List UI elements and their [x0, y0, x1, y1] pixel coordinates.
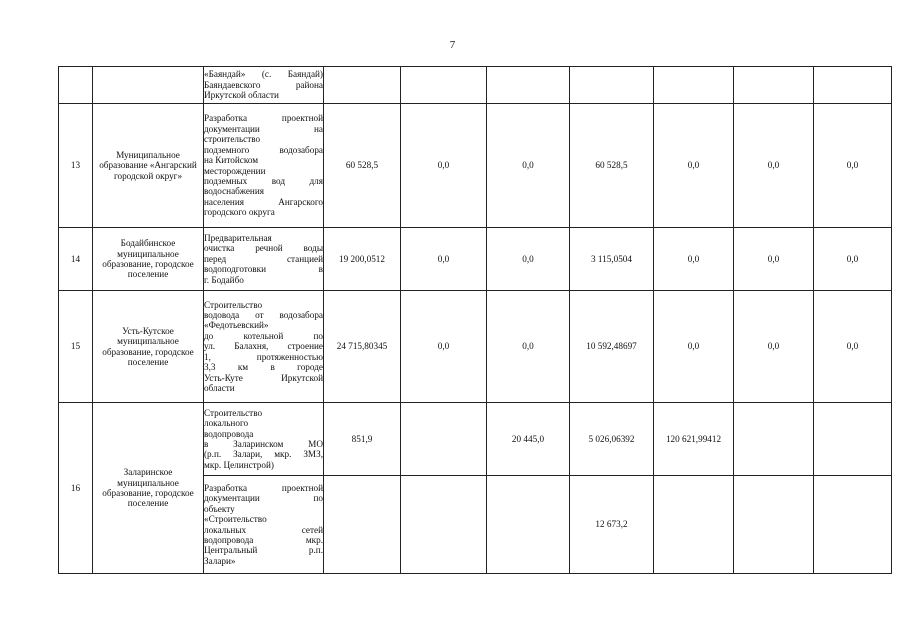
description-line: документации на	[204, 123, 323, 134]
value-cell	[570, 67, 654, 104]
organization-cell: Усть-Кутское муниципальное образование, городское поселение	[93, 291, 204, 403]
value-cell: 0,0	[814, 291, 892, 403]
table-row	[59, 403, 892, 476]
value-cell: 0,0	[487, 228, 570, 291]
budget-table	[58, 66, 892, 574]
description-line: Разработка проектной	[204, 113, 323, 124]
value-cell: 0,0	[401, 104, 487, 228]
value-cell: 0,0	[487, 104, 570, 228]
description-line: Строительство	[204, 407, 263, 418]
description-line: водоподготовки в	[204, 264, 323, 275]
description-line: мкр. Целинстрой)	[204, 459, 274, 470]
description-cell	[204, 476, 324, 574]
value-cell: 3 115,0504	[570, 228, 654, 291]
description-line: Баяндаевского района	[204, 79, 323, 90]
description-line: месторождении	[204, 165, 266, 176]
description-line: «Федотьевский»	[204, 320, 269, 331]
page-number: 7	[449, 39, 456, 51]
table-row	[59, 291, 892, 403]
description-line: локального	[204, 418, 249, 429]
row-number-cell: 14	[59, 228, 93, 291]
description-line: 1, протяженностью	[204, 351, 323, 362]
description-line: очистка речной воды	[204, 243, 323, 254]
value-cell	[401, 476, 487, 574]
value-cell: 24 715,80345	[324, 291, 401, 403]
value-cell	[734, 476, 814, 574]
description-line: подземного водозабора	[204, 144, 323, 155]
organization-cell: Заларинское муниципальное образование, городское поселение	[93, 403, 204, 574]
value-cell: 0,0	[654, 104, 734, 228]
description-line: Центральный р.п.	[204, 545, 323, 556]
value-cell: 0,0	[401, 228, 487, 291]
description-line: до котельной по	[204, 330, 323, 341]
value-cell: 0,0	[734, 291, 814, 403]
value-cell: 0,0	[814, 104, 892, 228]
description-line: строительство	[204, 134, 261, 145]
description-line: водопровода мкр.	[204, 534, 323, 545]
description-line: (р.п. Залари, мкр. ЗМЗ,	[204, 449, 323, 460]
value-cell: 120 621,99412	[654, 403, 734, 476]
value-cell	[814, 67, 892, 104]
organization-cell: Бодайбинское муниципальное образование, городское поселение	[93, 228, 204, 291]
row-number-cell: 13	[59, 104, 93, 228]
description-line: водовода от водозабора	[204, 310, 323, 321]
table-row	[59, 67, 892, 104]
row-number-cell: 16	[59, 403, 93, 574]
value-cell	[401, 403, 487, 476]
value-cell	[734, 403, 814, 476]
row-number-cell: 15	[59, 291, 93, 403]
value-cell	[654, 476, 734, 574]
value-cell	[814, 403, 892, 476]
description-line: области	[204, 382, 235, 393]
value-cell	[324, 67, 401, 104]
value-cell: 851,9	[324, 403, 401, 476]
description-line: «Баяндай» (с. Баяндай)	[204, 69, 323, 80]
description-line: Иркутской области	[204, 90, 279, 101]
description-cell	[204, 291, 324, 403]
organization-cell	[93, 67, 204, 104]
value-cell: 0,0	[654, 228, 734, 291]
table-row	[59, 228, 892, 291]
value-cell	[734, 67, 814, 104]
description-line: документации по	[204, 493, 323, 504]
value-cell	[487, 67, 570, 104]
table-row	[59, 104, 892, 228]
description-cell	[204, 104, 324, 228]
description-line: Усть-Куте Иркутской	[204, 372, 323, 383]
value-cell	[814, 476, 892, 574]
value-cell: 10 592,48697	[570, 291, 654, 403]
value-cell: 5 026,06392	[570, 403, 654, 476]
value-cell: 60 528,5	[324, 104, 401, 228]
value-cell	[401, 67, 487, 104]
description-cell	[204, 403, 324, 476]
organization-cell: Муниципальное образование «Ангарский городской округ»	[93, 104, 204, 228]
description-line: 3,3 км в городе	[204, 362, 323, 373]
value-cell: 20 445,0	[487, 403, 570, 476]
description-line: перед станцией	[204, 253, 323, 264]
description-cell	[204, 67, 324, 104]
value-cell: 0,0	[734, 104, 814, 228]
description-line: ул. Балахня, строение	[204, 341, 323, 352]
description-line: городского округа	[204, 207, 275, 218]
value-cell: 60 528,5	[570, 104, 654, 228]
description-line: Предварительная	[204, 232, 272, 243]
value-cell: 19 200,0512	[324, 228, 401, 291]
value-cell: 0,0	[401, 291, 487, 403]
description-line: на Китойском	[204, 155, 259, 166]
description-line: Залари»	[204, 555, 236, 566]
value-cell	[487, 476, 570, 574]
value-cell: 0,0	[654, 291, 734, 403]
description-line: «Строительство	[204, 514, 267, 525]
description-line: населения Ангарского	[204, 196, 323, 207]
description-line: объекту	[204, 503, 235, 514]
description-line: Строительство	[204, 299, 263, 310]
description-line: в Заларинском МО	[204, 439, 323, 449]
description-line: водопровода	[204, 428, 254, 439]
description-line: подземных вод для	[204, 175, 323, 186]
value-cell: 0,0	[487, 291, 570, 403]
description-line: г. Бодайбо	[204, 274, 244, 285]
description-line: водоснабжения	[204, 186, 264, 197]
description-line: локальных сетей	[204, 524, 323, 535]
value-cell: 0,0	[814, 228, 892, 291]
value-cell	[654, 67, 734, 104]
table-body	[59, 67, 892, 574]
value-cell: 0,0	[734, 228, 814, 291]
description-line: Разработка проектной	[204, 482, 323, 493]
description-cell	[204, 228, 324, 291]
row-number-cell	[59, 67, 93, 104]
value-cell: 12 673,2	[570, 476, 654, 574]
value-cell	[324, 476, 401, 574]
